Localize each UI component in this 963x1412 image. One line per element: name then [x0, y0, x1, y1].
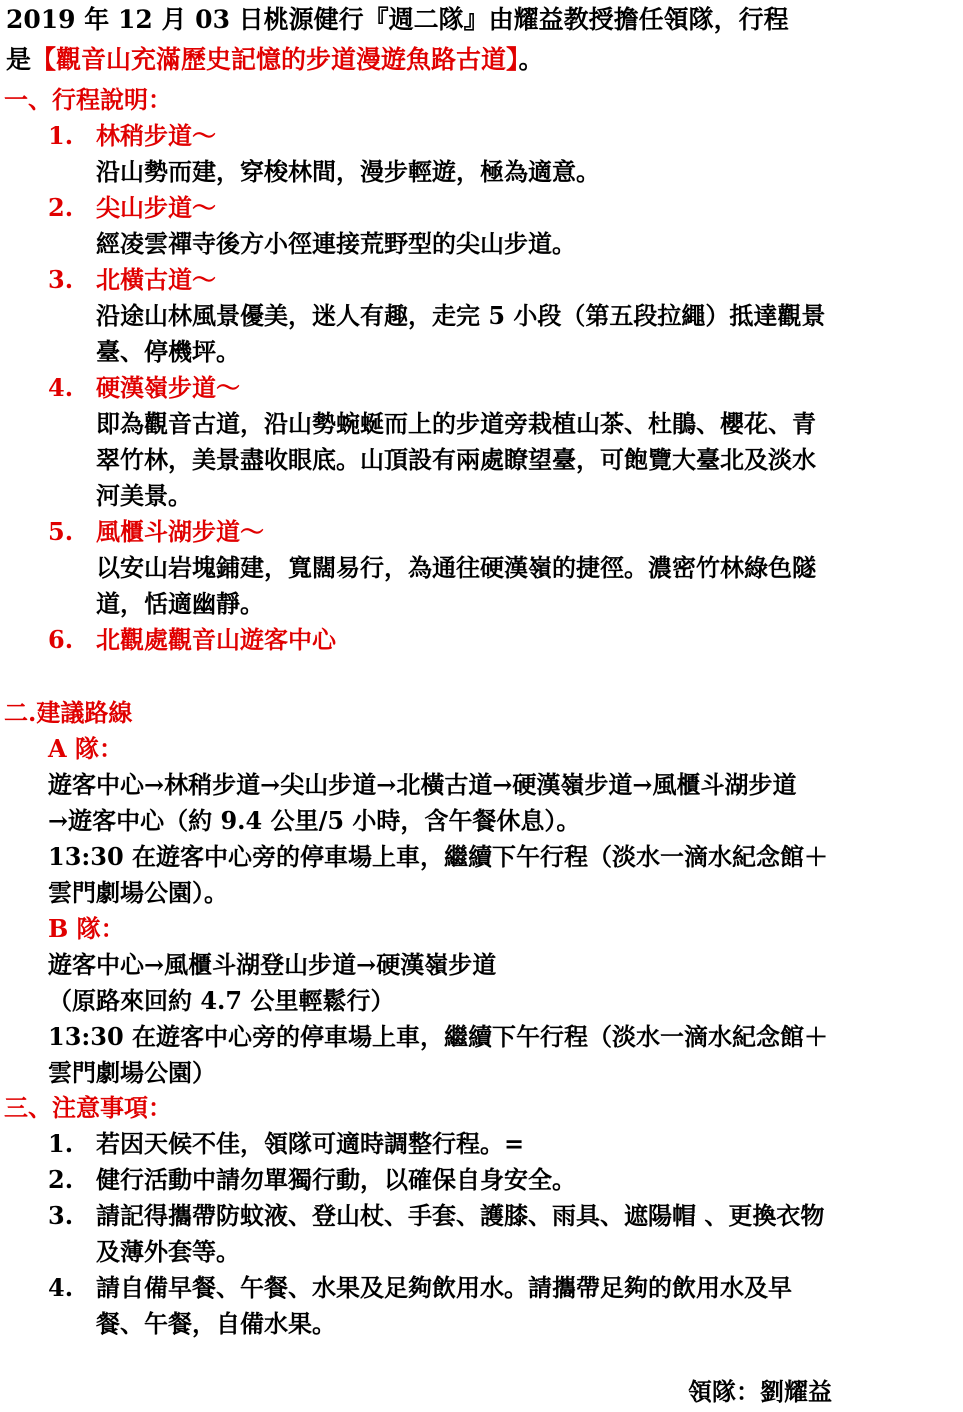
trail-item-desc: 即為觀音古道，沿山勢蜿蜒而上的步道旁栽植山茶、杜鵑、櫻花、青	[96, 409, 816, 438]
trail-item-title: 4. 硬漢嶺步道～	[48, 373, 240, 402]
team-a-label: A 隊：	[48, 734, 123, 763]
team-a-line: 13:30 在遊客中心旁的停車場上車，繼續下午行程（淡水一滴水紀念館＋	[48, 842, 829, 871]
leader-signature: 領隊：劉耀益	[688, 1377, 832, 1406]
trail-item-desc: 道，恬適幽靜。	[96, 589, 264, 618]
trail-item-desc: 河美景。	[96, 481, 192, 510]
notice-item-cont: 及薄外套等。	[96, 1237, 240, 1266]
trail-item-title: 3. 北橫古道～	[48, 265, 216, 294]
team-b-line: （原路來回約 4.7 公里輕鬆行）	[48, 986, 395, 1015]
notice-item-cont: 餐、午餐，自備水果。	[96, 1309, 336, 1338]
trail-item-title: 1. 林稍步道～	[48, 121, 216, 150]
notice-item: 1. 若因天候不佳，領隊可適時調整行程。=	[48, 1129, 525, 1158]
trail-item-title: 5. 風櫃斗湖步道～	[48, 517, 264, 546]
intro-line-1: 2019 年 12 月 03 日桃源健行『週二隊』由耀益教授擔任領隊，行程	[6, 5, 789, 34]
section-1-heading: 一、行程說明：	[4, 85, 172, 114]
trail-item-desc: 臺、停機坪。	[96, 337, 240, 366]
trail-item-desc: 經凌雲禪寺後方小徑連接荒野型的尖山步道。	[96, 229, 576, 258]
trail-item-desc: 沿途山林風景優美，迷人有趣，走完 5 小段（第五段拉繩）抵達觀景	[96, 301, 826, 330]
section-2-heading: 二.建議路線	[4, 698, 133, 727]
team-a-line: 雲門劇場公園）。	[48, 878, 228, 907]
team-a-line: 遊客中心→林稍步道→尖山步道→北橫古道→硬漢嶺步道→風櫃斗湖步道	[48, 770, 797, 799]
team-b-line: 13:30 在遊客中心旁的停車場上車，繼續下午行程（淡水一滴水紀念館＋	[48, 1022, 829, 1051]
trip-title: 【觀音山充滿歷史記憶的步道漫遊魚路古道】	[31, 45, 519, 74]
trail-item-desc: 翠竹林，美景盡收眼底。山頂設有兩處瞭望臺，可飽覽大臺北及淡水	[96, 445, 816, 474]
team-b-label: B 隊：	[48, 914, 125, 943]
team-a-line: →遊客中心（約 9.4 公里/5 小時，含午餐休息）。	[48, 806, 581, 835]
team-b-line: 雲門劇場公園）	[48, 1058, 216, 1087]
notice-item: 4. 請自備早餐、午餐、水果及足夠飲用水。請攜帶足夠的飲用水及早	[48, 1273, 792, 1302]
trail-item-title: 6. 北觀處觀音山遊客中心	[48, 625, 336, 654]
intro-line-2	[6, 42, 544, 78]
trail-item-title: 2. 尖山步道～	[48, 193, 216, 222]
section-3-heading: 三、注意事項：	[4, 1093, 172, 1122]
trail-item-desc: 沿山勢而建，穿梭林間，漫步輕遊，極為適意。	[96, 157, 600, 186]
intro-prefix: 是	[6, 45, 32, 74]
notice-item: 3. 請記得攜帶防蚊液、登山杖、手套、護膝、雨具、遮陽帽 、更換衣物	[48, 1201, 825, 1230]
team-b-line: 遊客中心→風櫃斗湖登山步道→硬漢嶺步道	[48, 950, 497, 979]
notice-item: 2. 健行活動中請勿單獨行動，以確保自身安全。	[48, 1165, 576, 1194]
trail-item-desc: 以安山岩塊鋪建，寬闊易行，為通往硬漢嶺的捷徑。濃密竹林綠色隧	[96, 553, 816, 582]
intro-suffix: 。	[518, 45, 544, 74]
